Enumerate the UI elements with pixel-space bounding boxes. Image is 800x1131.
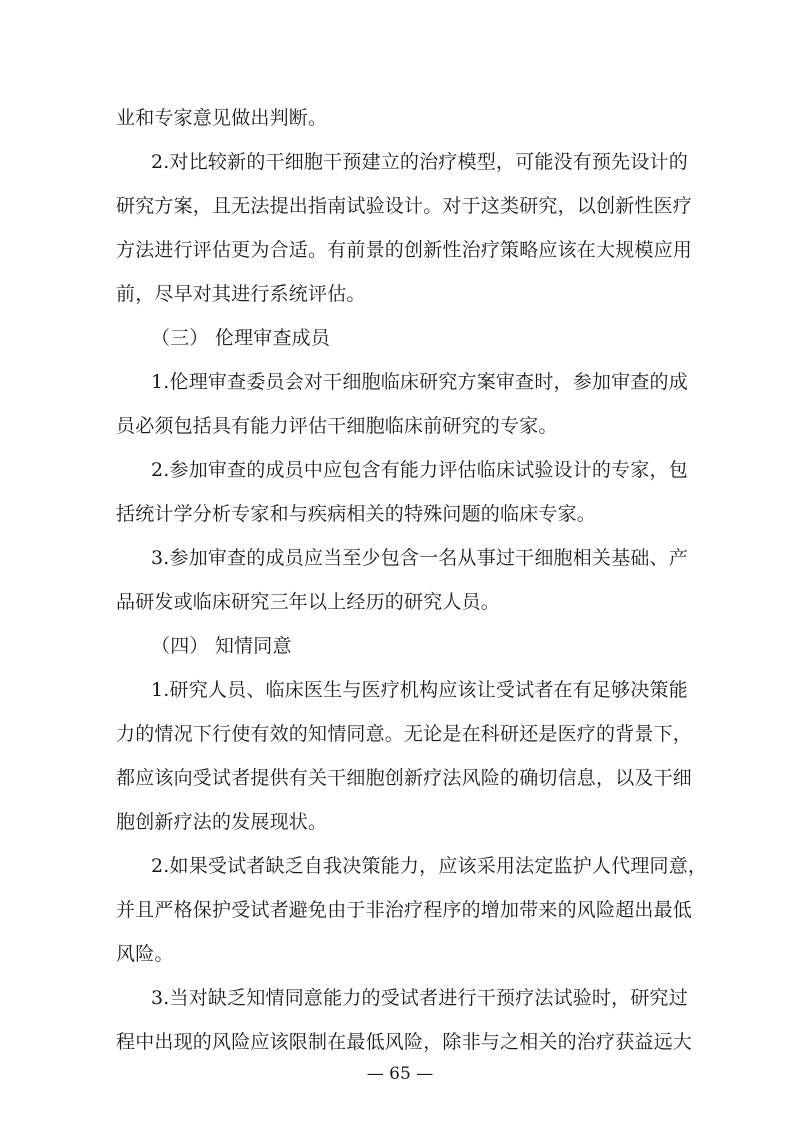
paragraph-line: 力的情况下行使有效的知情同意。无论是在科研还是医疗的背景下， [116, 723, 693, 745]
paragraph-line: 前，尽早对其进行系统评估。 [116, 283, 366, 305]
paragraph-line: 都应该向受试者提供有关干细胞创新疗法风险的确切信息，以及干细 [116, 767, 693, 789]
paragraph-line: 并且严格保护受试者避免由于非治疗程序的增加带来的风险超出最低 [116, 899, 693, 921]
paragraph-line: 3.参加审查的成员应当至少包含一名从事过干细胞相关基础、产 [151, 547, 688, 569]
paragraph-line: 研究方案，且无法提出指南试验设计。对于这类研究，以创新性医疗 [116, 195, 693, 217]
paragraph-line: 2.参加审查的成员中应包含有能力评估临床试验设计的专家，包 [151, 459, 688, 481]
paragraph-line: 员必须包括具有能力评估干细胞临床前研究的专家。 [116, 415, 558, 437]
paragraph-line: 方法进行评估更为合适。有前景的创新性治疗策略应该在大规模应用 [116, 239, 693, 261]
paragraph-line: 2.对比较新的干细胞干预建立的治疗模型，可能没有预先设计的 [151, 151, 688, 173]
paragraph-line: 2.如果受试者缺乏自我决策能力，应该采用法定监护人代理同意， [151, 855, 708, 877]
paragraph-line: 程中出现的风险应该限制在最低风险，除非与之相关的治疗获益远大 [116, 1031, 693, 1053]
paragraph-line: 胞创新疗法的发展现状。 [116, 811, 328, 833]
paragraph-line: 品研发或临床研究三年以上经历的研究人员。 [116, 591, 501, 613]
page-number: — 65 — [366, 1064, 434, 1084]
paragraph-line: 业和专家意见做出判断。 [116, 107, 328, 129]
paragraph-line: 3.当对缺乏知情同意能力的受试者进行干预疗法试验时，研究过 [151, 987, 688, 1009]
section-heading: （三） 伦理审查成员 [151, 327, 331, 349]
paragraph-line: 风险。 [116, 943, 174, 965]
paragraph-line: 1.伦理审查委员会对干细胞临床研究方案审查时，参加审查的成 [151, 371, 688, 393]
paragraph-line: 1.研究人员、临床医生与医疗机构应该让受试者在有足够决策能 [151, 679, 688, 701]
section-heading: （四） 知情同意 [151, 635, 292, 657]
paragraph-line: 括统计学分析专家和与疾病相关的特殊问题的临床专家。 [116, 503, 597, 525]
